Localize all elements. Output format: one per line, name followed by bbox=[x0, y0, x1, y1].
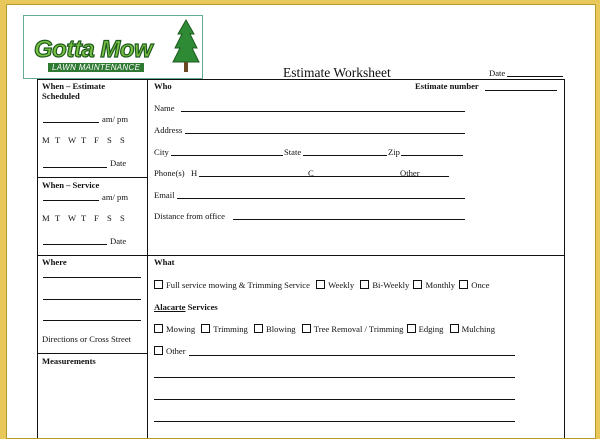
estimate-number-field[interactable] bbox=[485, 90, 557, 91]
day-label: T bbox=[55, 213, 61, 223]
tree-icon bbox=[172, 18, 200, 74]
logo-tagline: LAWN MAINTENANCE bbox=[48, 63, 144, 72]
day-label: T bbox=[81, 213, 87, 223]
where-line-1[interactable] bbox=[43, 277, 141, 278]
phone-c-label: C bbox=[308, 168, 314, 178]
date-field[interactable] bbox=[507, 76, 563, 77]
option-label: Full service mowing & Trimming Service bbox=[166, 280, 310, 290]
zip-field[interactable] bbox=[401, 155, 463, 156]
day-label: S bbox=[120, 213, 125, 223]
bi-weekly-checkbox[interactable] bbox=[360, 280, 369, 289]
option-label: Trimming bbox=[213, 324, 248, 334]
where-heading: Where bbox=[42, 257, 67, 267]
date-label: Date bbox=[110, 158, 127, 168]
estimate-days bbox=[42, 135, 133, 145]
phones-label: Phone(s) bbox=[154, 168, 185, 178]
once-checkbox[interactable] bbox=[459, 280, 468, 289]
blowing-checkbox[interactable] bbox=[254, 324, 263, 333]
day-label: W bbox=[68, 213, 77, 223]
distance-label: Distance from office bbox=[154, 211, 225, 221]
estimate-time-field[interactable] bbox=[43, 122, 99, 123]
where-line-2[interactable] bbox=[43, 299, 141, 300]
full-service-checkbox[interactable] bbox=[154, 280, 163, 289]
when-service-heading: When – Service bbox=[42, 180, 100, 190]
zip-label: Zip bbox=[388, 147, 400, 157]
state-label: State bbox=[284, 147, 302, 157]
alacarte-heading bbox=[154, 302, 218, 312]
option-label: Blowing bbox=[266, 324, 296, 334]
day-label: F bbox=[94, 135, 99, 145]
mowing-checkbox[interactable] bbox=[154, 324, 163, 333]
date-label: Date bbox=[489, 68, 506, 78]
tree-removal-checkbox[interactable] bbox=[302, 324, 311, 333]
city-field[interactable] bbox=[171, 155, 283, 156]
other-checkbox[interactable] bbox=[154, 346, 163, 355]
directions-label: Directions or Cross Street bbox=[42, 334, 132, 344]
option-label: Tree Removal / Trimming bbox=[313, 324, 404, 334]
option-label: Edging bbox=[418, 324, 444, 334]
option-label: Once bbox=[471, 280, 490, 290]
gotta-mow-logo bbox=[23, 15, 203, 79]
day-label: M bbox=[42, 135, 50, 145]
email-label: Email bbox=[154, 190, 175, 200]
option-label: Mulching bbox=[461, 324, 496, 334]
day-label: F bbox=[94, 213, 99, 223]
ampm-label: am/ pm bbox=[102, 192, 129, 202]
monthly-checkbox[interactable] bbox=[413, 280, 422, 289]
logo-brand-text: Gotta Mow bbox=[34, 36, 153, 63]
page-title: Estimate Worksheet bbox=[283, 65, 391, 80]
alacarte-services-word: Services bbox=[187, 302, 218, 312]
alacarte-word: Alacarte bbox=[154, 302, 186, 312]
option-label: Weekly bbox=[328, 280, 355, 290]
name-field[interactable] bbox=[181, 111, 465, 112]
day-label: W bbox=[68, 135, 77, 145]
when-estimate-heading: When – Estimate Scheduled bbox=[42, 81, 106, 101]
who-heading: Who bbox=[154, 81, 172, 91]
date-label: Date bbox=[110, 236, 127, 246]
estimate-number-label: Estimate number bbox=[415, 81, 479, 91]
row-divider bbox=[37, 255, 565, 256]
service-date-field[interactable] bbox=[43, 244, 107, 245]
email-field[interactable] bbox=[177, 198, 465, 199]
day-label: T bbox=[55, 135, 61, 145]
trimming-checkbox[interactable] bbox=[201, 324, 210, 333]
what-heading: What bbox=[154, 257, 175, 267]
what-notes-line-2[interactable] bbox=[154, 399, 515, 400]
option-label: Mowing bbox=[166, 324, 196, 334]
column-divider bbox=[147, 79, 148, 439]
city-label: City bbox=[154, 147, 169, 157]
what-notes-line-1[interactable] bbox=[154, 377, 515, 378]
service-time-field[interactable] bbox=[43, 200, 99, 201]
distance-field[interactable] bbox=[233, 219, 465, 220]
ampm-label: am/ pm bbox=[102, 114, 129, 124]
name-label: Name bbox=[154, 103, 175, 113]
day-label: S bbox=[107, 135, 112, 145]
alacarte-options-row bbox=[154, 324, 495, 334]
weekly-checkbox[interactable] bbox=[316, 280, 325, 289]
other-field[interactable] bbox=[189, 355, 515, 356]
address-field[interactable] bbox=[185, 133, 465, 134]
edging-checkbox[interactable] bbox=[407, 324, 416, 333]
other-row bbox=[154, 346, 186, 356]
day-label: M bbox=[42, 213, 50, 223]
day-label: S bbox=[107, 213, 112, 223]
day-label: T bbox=[81, 135, 87, 145]
row-divider bbox=[37, 177, 147, 178]
estimate-date-field[interactable] bbox=[43, 167, 107, 168]
option-label: Bi-Weekly bbox=[372, 280, 410, 290]
phone-other-label: Other bbox=[400, 168, 420, 178]
worksheet-page bbox=[6, 4, 596, 439]
other-label: Other bbox=[166, 346, 186, 356]
where-line-3[interactable] bbox=[43, 320, 141, 321]
service-days bbox=[42, 213, 133, 223]
mulching-checkbox[interactable] bbox=[450, 324, 459, 333]
day-label: S bbox=[120, 135, 125, 145]
service-options-row bbox=[154, 280, 489, 290]
option-label: Monthly bbox=[425, 280, 456, 290]
row-divider bbox=[37, 353, 147, 354]
phone-h-label: H bbox=[191, 168, 198, 178]
measurements-heading: Measurements bbox=[42, 356, 96, 366]
state-field[interactable] bbox=[303, 155, 387, 156]
address-label: Address bbox=[154, 125, 183, 135]
what-notes-line-3[interactable] bbox=[154, 421, 515, 422]
